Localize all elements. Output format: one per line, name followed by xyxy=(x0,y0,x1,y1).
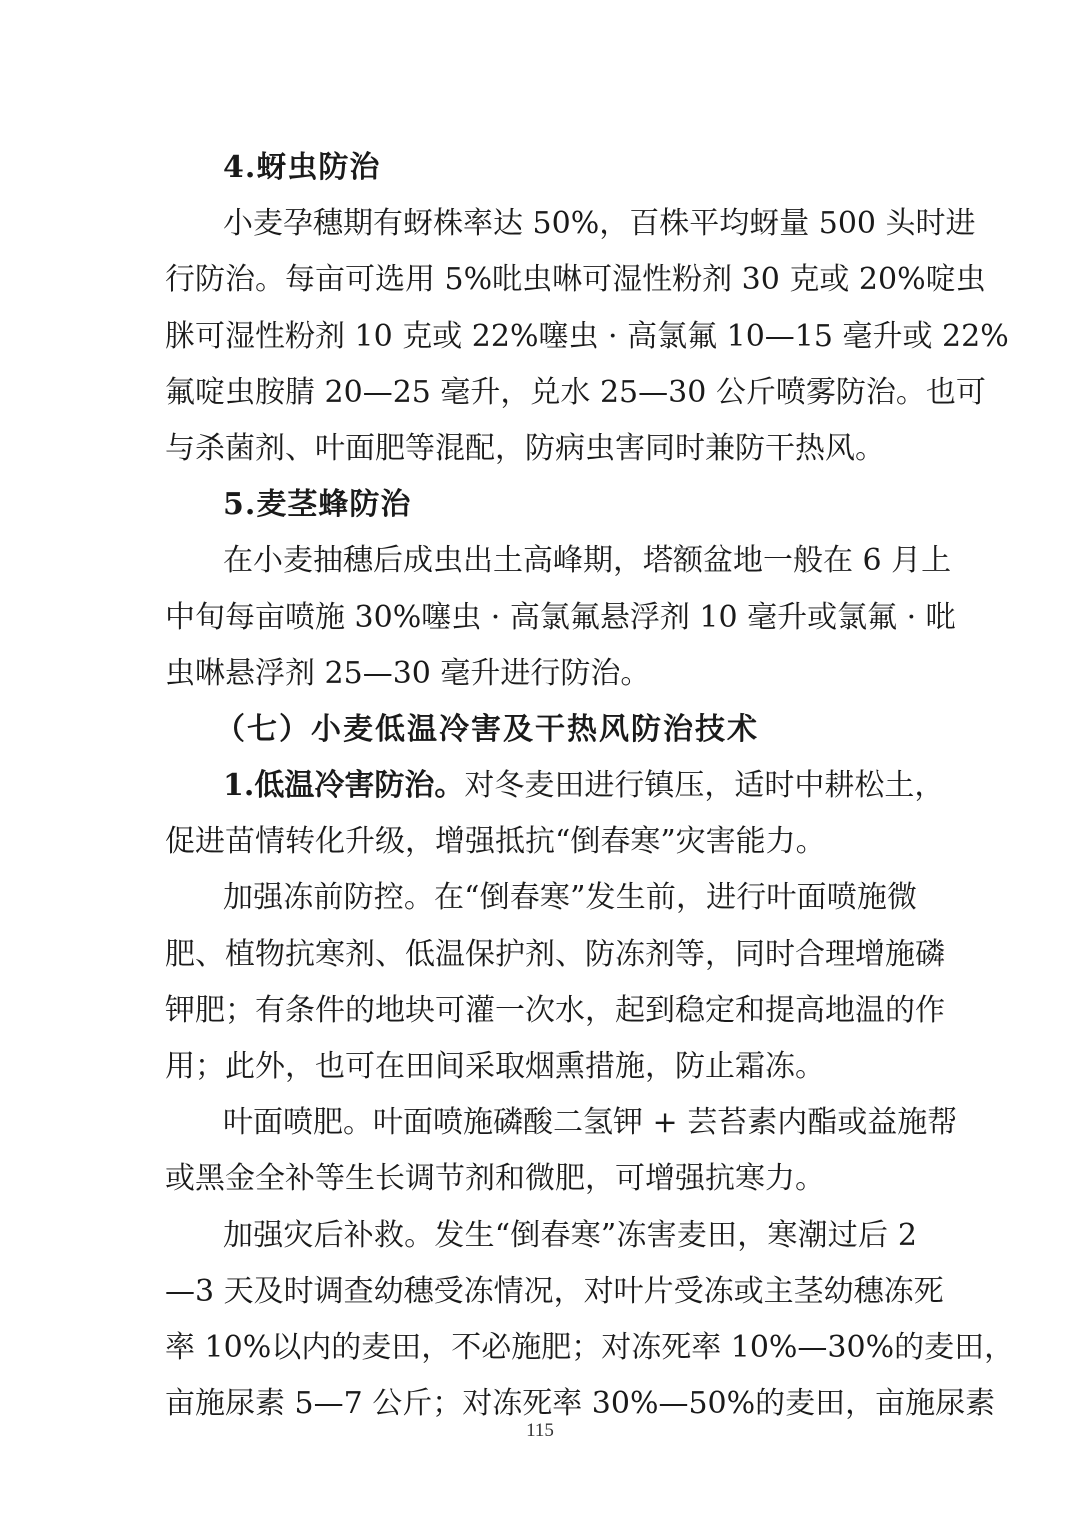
paragraph-line: 行防治。每亩可选用 5%吡虫啉可湿性粉剂 30 克或 20%啶虫 xyxy=(165,262,986,298)
paragraph-line: 加强灾后补救。发生“倒春寒”冻害麦田，寒潮过后 2 xyxy=(223,1217,917,1253)
paragraph-line: 虫啉悬浮剂 25—30 毫升进行防治。 xyxy=(165,655,651,691)
page-number: 115 xyxy=(526,1420,554,1441)
cold-damage-lead-text: 对冬麦田进行镇压，适时中耕松土， xyxy=(464,768,945,804)
paragraph-line: 或黑金全补等生长调节剂和微肥，可增强抗寒力。 xyxy=(165,1161,825,1197)
paragraph-line: 促进苗情转化升级，增强抵抗“倒春寒”灾害能力。 xyxy=(165,824,826,860)
paragraph-line: 用；此外，也可在田间采取烟熏措施，防止霜冻。 xyxy=(165,1049,825,1084)
paragraph-line: 亩施尿素 5—7 公斤；对冻死率 30%—50%的麦田，亩施尿素 xyxy=(165,1386,996,1422)
paragraph-line: 钾肥；有条件的地块可灌一次水，起到稳定和提高地温的作 xyxy=(165,992,945,1028)
section-heading-aphid: 4.蚜虫防治 xyxy=(223,150,381,185)
paragraph-line: 叶面喷肥。叶面喷施磷酸二氢钾 + 芸苔素内酯或益施帮 xyxy=(223,1105,958,1141)
cold-damage-lead-line xyxy=(165,758,945,814)
paragraph-line: —3 天及时调查幼穗受冻情况，对叶片受冻或主茎幼穗冻死 xyxy=(165,1273,944,1309)
paragraph-line: 与杀菌剂、叶面肥等混配，防病虫害同时兼防干热风。 xyxy=(165,430,885,466)
section-heading-stem-sawfly: 5.麦茎蜂防治 xyxy=(223,487,412,523)
subsection-title: （七）小麦低温冷害及干热风防治技术 xyxy=(215,711,759,747)
paragraph-line: 脒可湿性粉剂 10 克或 22%噻虫 · 高氯氟 10—15 毫升或 22% xyxy=(165,318,1009,354)
paragraph-line: 加强冻前防控。在“倒春寒”发生前，进行叶面喷施微 xyxy=(223,880,917,916)
paragraph-line: 率 10%以内的麦田，不必施肥；对冻死率 10%—30%的麦田， xyxy=(165,1329,1015,1365)
paragraph-line: 中旬每亩喷施 30%噻虫 · 高氯氟悬浮剂 10 毫升或氯氟 · 吡 xyxy=(165,599,956,635)
cold-damage-heading: 1.低温冷害防治。 xyxy=(223,768,465,804)
paragraph-line: 小麦孕穗期有蚜株率达 50%，百株平均蚜量 500 头时进 xyxy=(223,206,976,242)
document-page xyxy=(165,140,1015,1432)
paragraph-line: 氟啶虫胺腈 20—25 毫升，兑水 25—30 公斤喷雾防治。也可 xyxy=(165,374,986,410)
paragraph-line: 在小麦抽穗后成虫出土高峰期，塔额盆地一般在 6 月上 xyxy=(223,543,952,579)
paragraph-line: 肥、植物抗寒剂、低温保护剂、防冻剂等，同时合理增施磷 xyxy=(165,936,945,972)
